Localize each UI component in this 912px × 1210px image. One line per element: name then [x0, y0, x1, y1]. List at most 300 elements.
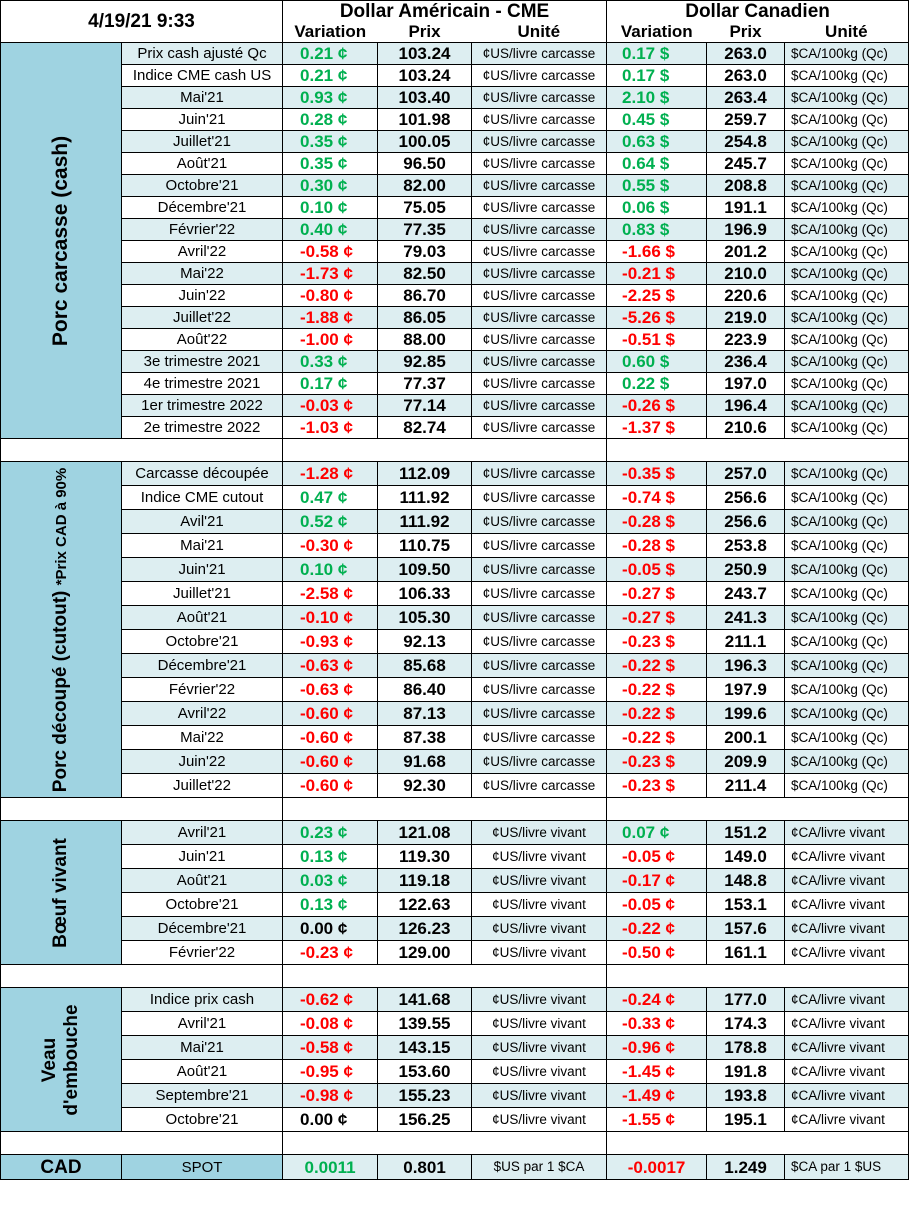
section-title-text: Bœuf vivant [50, 837, 72, 948]
row-label: Février'22 [122, 219, 283, 241]
cad-unit: $CA/100kg (Qc) [785, 750, 909, 774]
row-label: Septembre'21 [122, 1084, 283, 1108]
usd-price: 101.98 [378, 109, 472, 131]
usd-unit: ¢US/livre carcasse [472, 774, 607, 798]
usd-variation: 0.21 ¢ [283, 43, 378, 65]
cad-unit: $CA/100kg (Qc) [785, 87, 909, 109]
usd-unit: ¢US/livre vivant [472, 1012, 607, 1036]
usd-unit: ¢US/livre carcasse [472, 678, 607, 702]
cad-unit: $CA/100kg (Qc) [785, 726, 909, 750]
spacer-cell [283, 439, 607, 462]
row-label: Mai'22 [122, 263, 283, 285]
usd-variation: -0.62 ¢ [283, 988, 378, 1012]
section-title [49, 135, 73, 345]
cad-variation: 0.63 $ [607, 131, 707, 153]
cad-variation: -0.35 $ [607, 462, 707, 486]
usd-unit: ¢US/livre carcasse [472, 606, 607, 630]
cad-price: 200.1 [707, 726, 785, 750]
usd-variation: 0.00 ¢ [283, 917, 378, 941]
spacer-cell [283, 1132, 607, 1155]
usd-variation: 0.28 ¢ [283, 109, 378, 131]
usd-variation: -0.93 ¢ [283, 630, 378, 654]
table-row [1, 175, 909, 197]
cad-variation: 0.17 $ [607, 65, 707, 87]
usd-variation: -0.80 ¢ [283, 285, 378, 307]
usd-variation: 0.10 ¢ [283, 558, 378, 582]
table-row [1, 241, 909, 263]
usd-unit: ¢US/livre carcasse [472, 702, 607, 726]
row-label: Juin'21 [122, 845, 283, 869]
usd-unit: ¢US/livre carcasse [472, 109, 607, 131]
cad-unit: $CA/100kg (Qc) [785, 285, 909, 307]
usd-unit: ¢US/livre carcasse [472, 285, 607, 307]
table-row [1, 417, 909, 439]
usd-price: 91.68 [378, 750, 472, 774]
usd-unit: ¢US/livre carcasse [472, 197, 607, 219]
table-row [1, 87, 909, 109]
cad-variation: -0.96 ¢ [607, 1036, 707, 1060]
cad-unit: ¢CA/livre vivant [785, 1012, 909, 1036]
usd-unit: ¢US/livre carcasse [472, 131, 607, 153]
usd-variation: 0.23 ¢ [283, 821, 378, 845]
spacer-cell [283, 798, 607, 821]
cad-price: 211.4 [707, 774, 785, 798]
usd-price: 119.30 [378, 845, 472, 869]
table-row [1, 917, 909, 941]
cad-spot-row [1, 1155, 909, 1180]
usd-variation: -1.28 ¢ [283, 462, 378, 486]
usd-variation: -0.03 ¢ [283, 395, 378, 417]
table-row [1, 351, 909, 373]
table-row [1, 941, 909, 965]
cad-col-variation: Variation [607, 22, 707, 43]
usd-unit: ¢US/livre carcasse [472, 417, 607, 439]
cad-variation: -0.74 $ [607, 486, 707, 510]
row-label: Juillet'21 [122, 582, 283, 606]
cad-unit: $CA/100kg (Qc) [785, 153, 909, 175]
usd-price: 88.00 [378, 329, 472, 351]
cad-variation: 0.83 $ [607, 219, 707, 241]
table-row [1, 534, 909, 558]
spacer-cell [1, 1132, 283, 1155]
cad-unit: ¢CA/livre vivant [785, 917, 909, 941]
table-row [1, 285, 909, 307]
cad-price: 208.8 [707, 175, 785, 197]
cad-price: 223.9 [707, 329, 785, 351]
usd-unit: ¢US/livre carcasse [472, 395, 607, 417]
cad-price: 201.2 [707, 241, 785, 263]
cad-variation: -0.21 $ [607, 263, 707, 285]
spacer-cell [1, 439, 283, 462]
table-row [1, 1036, 909, 1060]
usd-price: 106.33 [378, 582, 472, 606]
cad-price: 174.3 [707, 1012, 785, 1036]
table-row [1, 1108, 909, 1132]
row-label: 4e trimestre 2021 [122, 373, 283, 395]
usd-price: 156.25 [378, 1108, 472, 1132]
usd-price: 92.30 [378, 774, 472, 798]
usd-price: 82.74 [378, 417, 472, 439]
row-label: Février'22 [122, 941, 283, 965]
row-label: Août'22 [122, 329, 283, 351]
cad-variation: -0.0017 [607, 1155, 707, 1180]
spacer-cell [1, 798, 283, 821]
cad-variation: -0.28 $ [607, 534, 707, 558]
usd-variation: -0.58 ¢ [283, 241, 378, 263]
usd-variation: -0.60 ¢ [283, 774, 378, 798]
table-row [1, 1084, 909, 1108]
table-row [1, 821, 909, 845]
section-title-text: Porc découpé (cutout) [50, 590, 72, 792]
cad-variation: 2.10 $ [607, 87, 707, 109]
cad-variation: -0.22 $ [607, 678, 707, 702]
table-row [1, 869, 909, 893]
usd-price: 112.09 [378, 462, 472, 486]
cad-variation: -1.45 ¢ [607, 1060, 707, 1084]
usd-price: 86.70 [378, 285, 472, 307]
usd-unit: ¢US/livre carcasse [472, 726, 607, 750]
cad-variation: -0.26 $ [607, 395, 707, 417]
cad-variation: 0.06 $ [607, 197, 707, 219]
usd-variation: -0.95 ¢ [283, 1060, 378, 1084]
spacer-row [1, 798, 909, 821]
usd-price: 86.40 [378, 678, 472, 702]
usd-unit: ¢US/livre carcasse [472, 153, 607, 175]
table-row [1, 462, 909, 486]
table-row [1, 329, 909, 351]
row-label: Août'21 [122, 869, 283, 893]
usd-variation: 0.52 ¢ [283, 510, 378, 534]
cad-price: 245.7 [707, 153, 785, 175]
usd-variation: 0.00 ¢ [283, 1108, 378, 1132]
usd-unit: ¢US/livre carcasse [472, 534, 607, 558]
usd-col-prix: Prix [378, 22, 472, 43]
usd-variation: -1.03 ¢ [283, 417, 378, 439]
usd-unit: ¢US/livre vivant [472, 988, 607, 1012]
usd-variation: 0.93 ¢ [283, 87, 378, 109]
table-row [1, 654, 909, 678]
timestamp: 4/19/21 9:33 [1, 1, 283, 43]
cad-unit: $CA/100kg (Qc) [785, 131, 909, 153]
cad-price: 157.6 [707, 917, 785, 941]
table-row [1, 43, 909, 65]
cad-variation: -0.24 ¢ [607, 988, 707, 1012]
usd-variation: 0.35 ¢ [283, 131, 378, 153]
cad-price: 177.0 [707, 988, 785, 1012]
cad-price: 236.4 [707, 351, 785, 373]
usd-price: 79.03 [378, 241, 472, 263]
usd-variation: -1.88 ¢ [283, 307, 378, 329]
table-row [1, 726, 909, 750]
usd-unit: ¢US/livre carcasse [472, 510, 607, 534]
usd-variation: -0.63 ¢ [283, 654, 378, 678]
table-row [1, 678, 909, 702]
usd-variation: 0.21 ¢ [283, 65, 378, 87]
usd-unit: ¢US/livre carcasse [472, 351, 607, 373]
cad-variation: -0.23 $ [607, 750, 707, 774]
section-header [1, 43, 122, 439]
table-row [1, 1012, 909, 1036]
usd-price: 110.75 [378, 534, 472, 558]
cad-unit: $CA/100kg (Qc) [785, 373, 909, 395]
usd-price: 139.55 [378, 1012, 472, 1036]
cad-variation: -2.25 $ [607, 285, 707, 307]
usd-unit: ¢US/livre carcasse [472, 462, 607, 486]
cad-unit: ¢CA/livre vivant [785, 988, 909, 1012]
row-label: Juillet'22 [122, 774, 283, 798]
row-label: Octobre'21 [122, 893, 283, 917]
cad-variation: 0.60 $ [607, 351, 707, 373]
cad-price: 256.6 [707, 510, 785, 534]
row-label: Avil'21 [122, 510, 283, 534]
usd-price: 121.08 [378, 821, 472, 845]
cad-variation: -0.33 ¢ [607, 1012, 707, 1036]
row-label: Octobre'21 [122, 630, 283, 654]
usd-col-variation: Variation [283, 22, 378, 43]
spacer-cell [607, 798, 909, 821]
usd-unit: ¢US/livre vivant [472, 917, 607, 941]
usd-header: Dollar Américain - CME [283, 1, 607, 22]
cad-section-title: CAD [1, 1155, 122, 1180]
usd-variation: 0.30 ¢ [283, 175, 378, 197]
cad-price: 199.6 [707, 702, 785, 726]
usd-price: 155.23 [378, 1084, 472, 1108]
row-label: 1er trimestre 2022 [122, 395, 283, 417]
cad-unit: ¢CA/livre vivant [785, 1036, 909, 1060]
table-row [1, 131, 909, 153]
usd-unit: ¢US/livre carcasse [472, 582, 607, 606]
table-row [1, 582, 909, 606]
table-row [1, 307, 909, 329]
cad-unit: ¢CA/livre vivant [785, 869, 909, 893]
usd-price: 103.24 [378, 65, 472, 87]
spacer-row [1, 1132, 909, 1155]
cad-variation: -1.66 $ [607, 241, 707, 263]
usd-price: 103.24 [378, 43, 472, 65]
usd-variation: 0.33 ¢ [283, 351, 378, 373]
cad-variation: 0.22 $ [607, 373, 707, 395]
cad-variation: 0.55 $ [607, 175, 707, 197]
usd-unit: ¢US/livre carcasse [472, 43, 607, 65]
cad-variation: -0.27 $ [607, 582, 707, 606]
cad-variation: -0.05 ¢ [607, 845, 707, 869]
cad-variation: -0.22 $ [607, 654, 707, 678]
cad-unit: $CA/100kg (Qc) [785, 654, 909, 678]
usd-unit: ¢US/livre vivant [472, 845, 607, 869]
cad-variation: -0.22 ¢ [607, 917, 707, 941]
usd-price: 111.92 [378, 486, 472, 510]
row-label: Avril'22 [122, 241, 283, 263]
cad-unit: $CA/100kg (Qc) [785, 678, 909, 702]
cad-unit: $CA/100kg (Qc) [785, 486, 909, 510]
cad-header: Dollar Canadien [607, 1, 909, 22]
spacer-row [1, 965, 909, 988]
row-label: Décembre'21 [122, 197, 283, 219]
usd-price: 105.30 [378, 606, 472, 630]
row-label: Décembre'21 [122, 917, 283, 941]
usd-variation: -0.58 ¢ [283, 1036, 378, 1060]
cad-price: 257.0 [707, 462, 785, 486]
row-label: Prix cash ajusté Qc [122, 43, 283, 65]
usd-price: 141.68 [378, 988, 472, 1012]
usd-unit: ¢US/livre carcasse [472, 750, 607, 774]
cad-unit: $CA/100kg (Qc) [785, 606, 909, 630]
cad-unit: $CA/100kg (Qc) [785, 43, 909, 65]
usd-variation: -0.23 ¢ [283, 941, 378, 965]
usd-price: 82.00 [378, 175, 472, 197]
cad-variation: -5.26 $ [607, 307, 707, 329]
spacer-cell [607, 439, 909, 462]
usd-variation: 0.03 ¢ [283, 869, 378, 893]
table-row [1, 702, 909, 726]
usd-price: 77.35 [378, 219, 472, 241]
usd-price: 143.15 [378, 1036, 472, 1060]
cad-variation: -0.22 $ [607, 702, 707, 726]
cad-variation: 0.45 $ [607, 109, 707, 131]
cad-price: 196.9 [707, 219, 785, 241]
usd-price: 86.05 [378, 307, 472, 329]
cad-variation: -0.22 $ [607, 726, 707, 750]
section-title-line2: d'embouche [61, 1003, 82, 1116]
cad-variation: -0.51 $ [607, 329, 707, 351]
cad-price: 241.3 [707, 606, 785, 630]
cad-unit: ¢CA/livre vivant [785, 1084, 909, 1108]
row-label: Juin'22 [122, 750, 283, 774]
usd-variation: 0.0011 [283, 1155, 378, 1180]
row-label: Juin'22 [122, 285, 283, 307]
table-row [1, 750, 909, 774]
cad-price: 196.3 [707, 654, 785, 678]
usd-unit: ¢US/livre vivant [472, 893, 607, 917]
row-label: Mai'21 [122, 87, 283, 109]
cad-unit: $CA/100kg (Qc) [785, 534, 909, 558]
table-row [1, 109, 909, 131]
usd-unit: ¢US/livre carcasse [472, 486, 607, 510]
cad-unit: ¢CA/livre vivant [785, 893, 909, 917]
cad-variation: -0.28 $ [607, 510, 707, 534]
row-label: Octobre'21 [122, 175, 283, 197]
cad-unit: $CA par 1 $US [785, 1155, 909, 1180]
usd-variation: -0.98 ¢ [283, 1084, 378, 1108]
usd-price: 0.801 [378, 1155, 472, 1180]
cad-col-prix: Prix [707, 22, 785, 43]
usd-price: 122.63 [378, 893, 472, 917]
cad-price: 250.9 [707, 558, 785, 582]
cad-unit: $CA/100kg (Qc) [785, 462, 909, 486]
usd-unit: ¢US/livre carcasse [472, 329, 607, 351]
cad-unit: $CA/100kg (Qc) [785, 351, 909, 373]
row-label: Juillet'22 [122, 307, 283, 329]
usd-unit: ¢US/livre carcasse [472, 558, 607, 582]
cad-price: 197.9 [707, 678, 785, 702]
cad-variation: -0.05 $ [607, 558, 707, 582]
row-label: 2e trimestre 2022 [122, 417, 283, 439]
section-header [1, 462, 122, 798]
usd-price: 85.68 [378, 654, 472, 678]
cad-variation: -0.23 $ [607, 630, 707, 654]
cad-price: 263.0 [707, 43, 785, 65]
table-row [1, 845, 909, 869]
cad-price: 178.8 [707, 1036, 785, 1060]
usd-unit: ¢US/livre carcasse [472, 263, 607, 285]
usd-variation: -0.08 ¢ [283, 1012, 378, 1036]
usd-unit: ¢US/livre carcasse [472, 241, 607, 263]
cad-variation: -1.37 $ [607, 417, 707, 439]
usd-unit: ¢US/livre vivant [472, 1084, 607, 1108]
cad-price: 148.8 [707, 869, 785, 893]
row-label: Mai'21 [122, 1036, 283, 1060]
row-label: Indice CME cash US [122, 65, 283, 87]
usd-variation: -0.60 ¢ [283, 726, 378, 750]
usd-unit: ¢US/livre vivant [472, 1036, 607, 1060]
section-subtitle: *Prix CAD à 90% [53, 467, 71, 585]
cad-price: 259.7 [707, 109, 785, 131]
spacer-cell [607, 1132, 909, 1155]
usd-variation: 0.13 ¢ [283, 845, 378, 869]
cad-price: 197.0 [707, 373, 785, 395]
spacer-cell [283, 965, 607, 988]
usd-variation: -1.00 ¢ [283, 329, 378, 351]
cad-unit: $CA/100kg (Qc) [785, 510, 909, 534]
usd-price: 153.60 [378, 1060, 472, 1084]
spacer-cell [607, 965, 909, 988]
usd-unit: ¢US/livre carcasse [472, 175, 607, 197]
usd-variation: -0.30 ¢ [283, 534, 378, 558]
usd-price: 119.18 [378, 869, 472, 893]
cad-price: 149.0 [707, 845, 785, 869]
usd-unit: $US par 1 $CA [472, 1155, 607, 1180]
cad-unit: ¢CA/livre vivant [785, 1060, 909, 1084]
usd-unit: ¢US/livre carcasse [472, 65, 607, 87]
row-label: Août'21 [122, 1060, 283, 1084]
usd-price: 92.13 [378, 630, 472, 654]
cad-unit: ¢CA/livre vivant [785, 1108, 909, 1132]
cad-unit: $CA/100kg (Qc) [785, 395, 909, 417]
usd-price: 77.37 [378, 373, 472, 395]
table-row [1, 219, 909, 241]
usd-price: 111.92 [378, 510, 472, 534]
cad-price: 253.8 [707, 534, 785, 558]
cad-unit: $CA/100kg (Qc) [785, 630, 909, 654]
cad-price: 211.1 [707, 630, 785, 654]
row-label: Août'21 [122, 153, 283, 175]
usd-price: 129.00 [378, 941, 472, 965]
usd-unit: ¢US/livre carcasse [472, 307, 607, 329]
cad-unit: $CA/100kg (Qc) [785, 219, 909, 241]
cad-unit: $CA/100kg (Qc) [785, 197, 909, 219]
cad-price: 243.7 [707, 582, 785, 606]
usd-variation: -1.73 ¢ [283, 263, 378, 285]
usd-variation: 0.13 ¢ [283, 893, 378, 917]
spacer-row [1, 439, 909, 462]
cad-price: 153.1 [707, 893, 785, 917]
usd-unit: ¢US/livre carcasse [472, 87, 607, 109]
cad-price: 263.0 [707, 65, 785, 87]
table-row [1, 395, 909, 417]
usd-price: 109.50 [378, 558, 472, 582]
usd-variation: -0.60 ¢ [283, 702, 378, 726]
usd-variation: 0.35 ¢ [283, 153, 378, 175]
usd-col-unite: Unité [472, 22, 607, 43]
row-label: Août'21 [122, 606, 283, 630]
cad-col-unite: Unité [785, 22, 909, 43]
cad-price: 254.8 [707, 131, 785, 153]
row-label: Octobre'21 [122, 1108, 283, 1132]
usd-unit: ¢US/livre carcasse [472, 630, 607, 654]
cad-price: 191.1 [707, 197, 785, 219]
cad-variation: -1.55 ¢ [607, 1108, 707, 1132]
usd-price: 75.05 [378, 197, 472, 219]
